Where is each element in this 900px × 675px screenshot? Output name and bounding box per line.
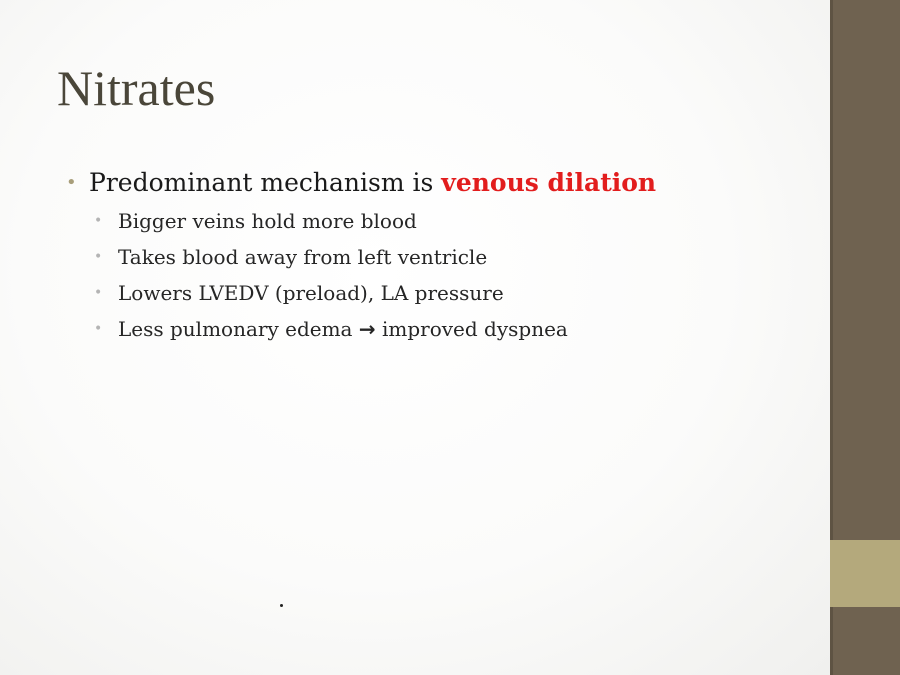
stray-dot (280, 604, 283, 607)
sub-bullet-text-after: improved dyspnea (375, 317, 568, 341)
sub-bullet-2 (66, 239, 806, 275)
bullet-main-text: Predominant mechanism is (89, 168, 442, 197)
sub-bullet-3 (66, 275, 806, 311)
sub-bullet-4 (66, 311, 806, 347)
sub-bullet-dot-icon: • (94, 213, 103, 229)
bullet-main-emphasis: venous dilation (441, 168, 657, 197)
sub-bullet-dot-icon: • (94, 249, 103, 265)
right-arrow-icon: → (358, 317, 376, 341)
sub-bullet-text: Lowers LVEDV (preload), LA pressure (118, 281, 504, 305)
bullet-list (66, 165, 806, 347)
slide-title: Nitrates (57, 60, 216, 116)
sub-bullet-1 (66, 203, 806, 239)
bullet-dot-icon: • (66, 172, 77, 193)
theme-sidebar-accent (830, 540, 900, 607)
sub-bullet-text: Takes blood away from left ventricle (118, 245, 488, 269)
sub-bullet-dot-icon: • (94, 321, 103, 337)
sub-bullet-text-before: Less pulmonary edema (118, 317, 359, 341)
sub-bullet-text: Bigger veins hold more blood (118, 209, 417, 233)
sub-bullet-dot-icon: • (94, 285, 103, 301)
bullet-main (66, 165, 806, 203)
